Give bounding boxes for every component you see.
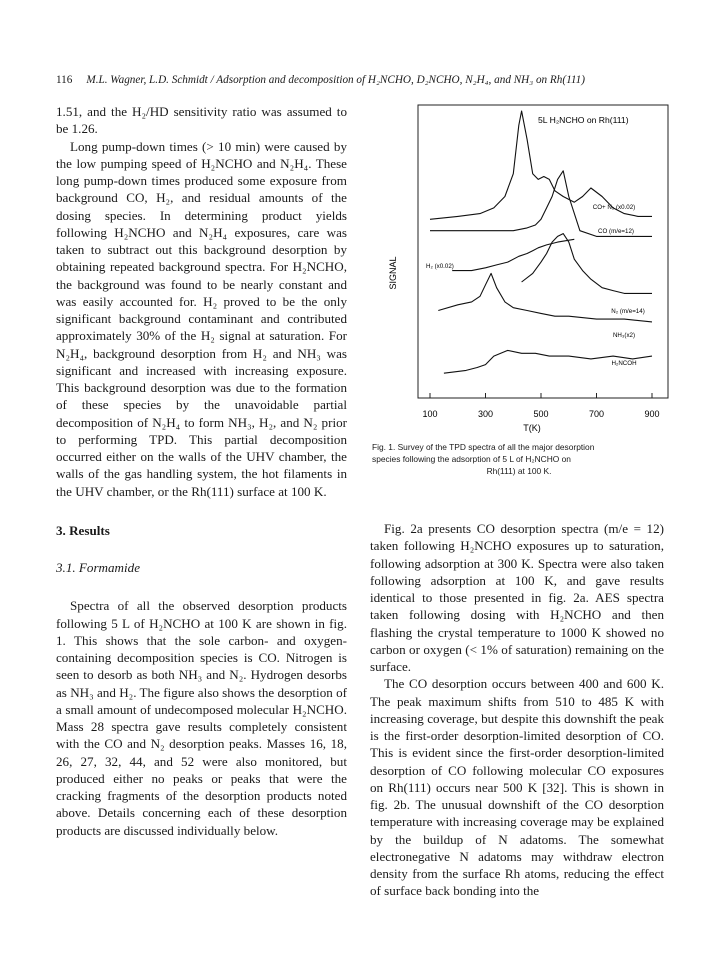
- x-tick-label: 100: [422, 409, 438, 419]
- paragraph: Long pump-down times (> 10 min) were caused by the low pumping speed of H₂NCHO and N₂H₄. These long pump-down times produced some exposure from background CO, H₂, and residual amounts of the dosing species. In determining product yields following H₂NCHO and N₂H₄ exposures, care was taken to subtract out this background desorption by obtaining repeated background spectra. For H₂NCHO, the background was found to be nearly constant and was easily accounted for. H₂ proved to be the only significant background contaminant and contributed approximately 30% of the H₂ signal at saturation. For N₂H₄, background desorption from H₂ and NH₃ was significant and increased with increasing exposure. This background desorption was due to the formation of these species by the unavoidable partial decomposition of N₂H₄ to form NH₃, H₂, and N₂ prior to performing TPD. This partial decomposition occurred either on the walls of the UHV chamber, the walls of the gas handling system, the hot filaments in the UHV chamber, or the Rh(111) surface at 100 K.: [56, 138, 347, 499]
- caption-line: species following the adsorption of 5 L of H₂NCHO on: [372, 454, 571, 464]
- figure-caption: [372, 441, 666, 477]
- plot-frame: [418, 105, 668, 398]
- x-tick-label: 300: [477, 409, 494, 419]
- paragraph: Fig. 2a presents CO desorption spectra (m/e = 12) taken following H₂NCHO exposures up to saturation, following adsorption at 300 K. Spectra were also taken following adsorption at 100 K, and gave results identical to those presented in fig. 2a. AES spectra taken following dosing with H₂NCHO and then flashing the crystal temperature to 1000 K showed no carbon or oxygen (< 1% of saturation) remaining on the surface.: [370, 521, 664, 674]
- running-title: M.L. Wagner, L.D. Schmidt / Adsorption and decomposition of H₂NCHO, D₂NCHO, N₂H₄, and NH₃ on Rh(111): [86, 74, 585, 86]
- series-line: [452, 239, 574, 270]
- series-line: [522, 234, 652, 294]
- series-label: CO+ N₂ (x0.02): [592, 204, 636, 211]
- running-header: [56, 74, 666, 86]
- x-axis-label: T(K): [523, 423, 541, 433]
- series-label: H₂NCOH: [611, 360, 637, 367]
- subsection-heading: 3.1. Formamide: [56, 560, 141, 575]
- tpd-chart: [366, 103, 671, 443]
- right-column: [370, 520, 664, 900]
- left-column: [56, 103, 347, 839]
- chart-title: 5L H₂NCHO on Rh(111): [538, 115, 629, 125]
- series-label: N₂ (m/e=14): [611, 308, 645, 315]
- series-label: H₂ (x0.02): [426, 263, 454, 270]
- section-heading: 3. Results: [56, 522, 110, 538]
- x-axis-ticks: [422, 393, 659, 419]
- y-axis-label: SIGNAL: [388, 256, 398, 290]
- series-label: CO (m/e=12): [598, 228, 634, 235]
- x-tick-label: 500: [533, 409, 549, 419]
- caption-line: Fig. 1. Survey of the TPD spectra of all the major desorption: [372, 442, 595, 452]
- series-label: NH₃(x2): [612, 332, 636, 339]
- caption-line: Rh(111) at 100 K.: [486, 466, 552, 476]
- paragraph: The CO desorption occurs between 400 and 600 K. The peak maximum shifts from 510 to 485 K with increasing coverage, but despite this downshift the peak is the first-order desorption-limited desorption of CO. This is evident since the first-order desorption-limited desorption of CO following molecular CO exposures on Rh(111) occurs near 500 K [32]. This is shown in fig. 2b. The unusual downshift of the CO desorption temperature with increasing coverage may be explained by the buildup of N adatoms. The somewhat electronegative N adatoms may withdraw electron density from the surface Rh atoms, reducing the effect of surface back bonding into the: [370, 676, 664, 899]
- page-number: 116: [56, 74, 73, 86]
- x-tick-label: 700: [588, 409, 605, 419]
- x-tick-label: 900: [644, 409, 660, 419]
- paragraph: Spectra of all the observed desorption products following 5 L of H₂NCHO at 100 K are shown in fig. 1. This shows that the sole carbon- and oxygen-containing decomposition species is CO. Nitrogen is seen to desorb as both NH₃ and N₂. Hydrogen desorbs as NH₃ and H₂. The figure also shows the desorption of a small amount of undecomposed molecular H₂NCHO. Mass 28 spectra gave results completely consistent with the CO and N₂ desorption peaks. Masses 16, 18, 26, 27, 32, 44, and 52 were also monitored, but produced either no peaks or peaks that were the cracking fragments of the desorption products noted above. Details concerning each of these desorption products are discussed individually below.: [56, 598, 347, 838]
- paragraph: 1.51, and the H₂/HD sensitivity ratio was assumed to be 1.26.: [56, 104, 347, 137]
- figure-1: [366, 103, 671, 443]
- series-labels: [426, 204, 645, 367]
